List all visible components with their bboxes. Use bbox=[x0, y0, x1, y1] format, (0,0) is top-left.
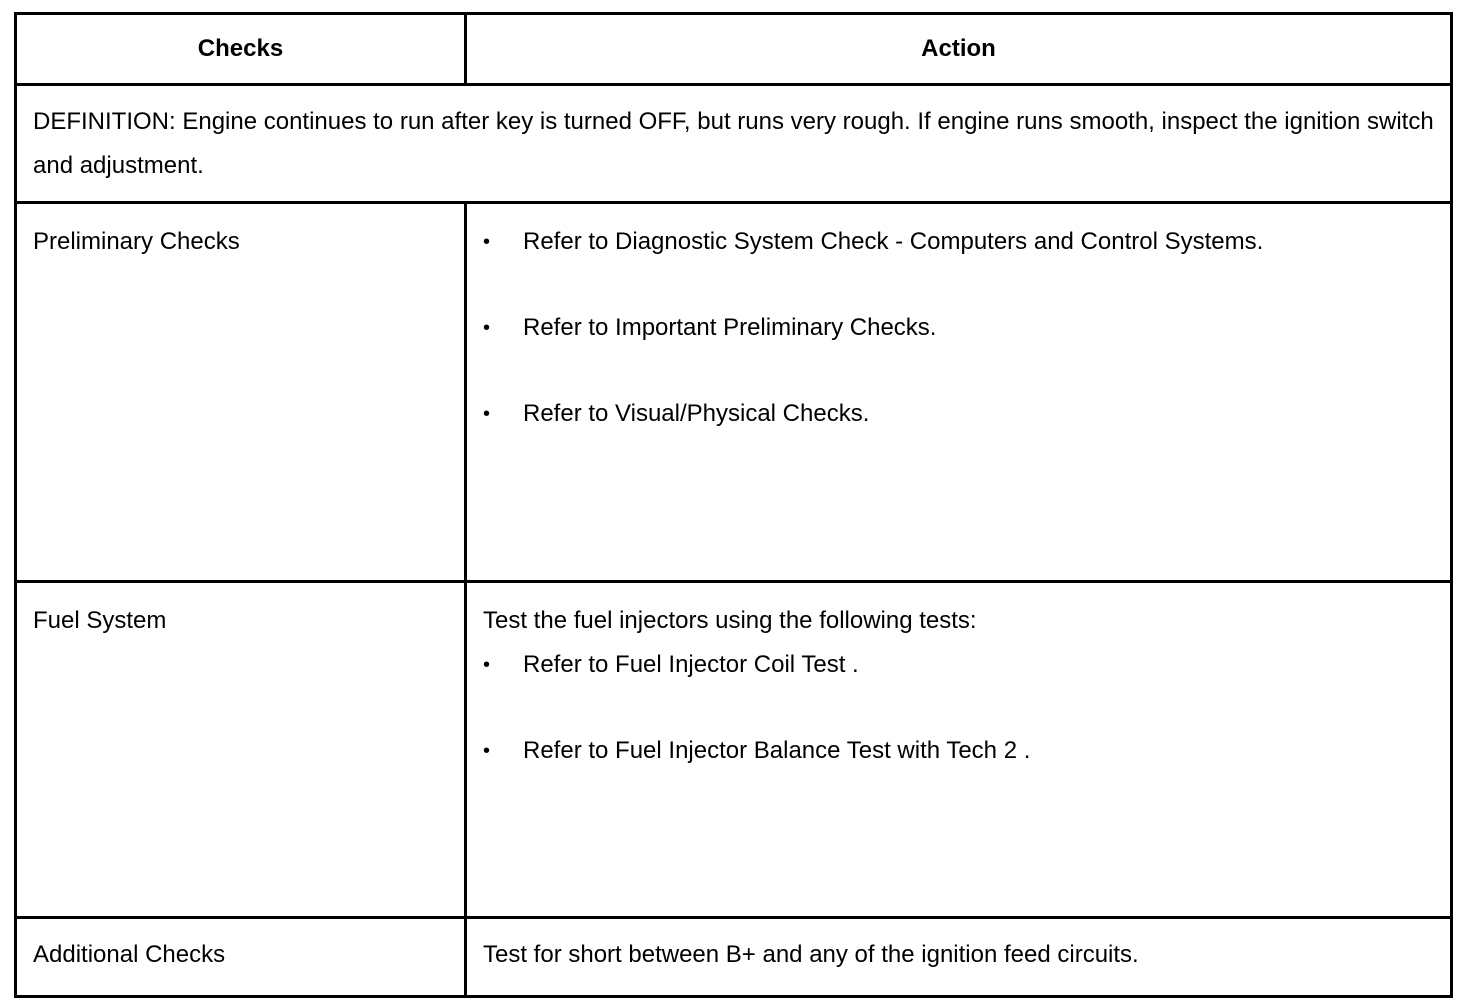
action-intro: Test the fuel injectors using the following tests: bbox=[483, 607, 977, 634]
bullet-icon: • bbox=[483, 403, 491, 425]
action-cell bbox=[466, 203, 1452, 582]
action-cell bbox=[466, 918, 1452, 997]
action-text: Test for short between B+ and any of the ignition feed circuits. bbox=[483, 941, 1139, 968]
definition-text: DEFINITION: Engine continues to run after key is turned OFF, but runs very rough. If engine runs smooth, inspect the ignition switch and adjustment. bbox=[16, 85, 1452, 203]
table-row bbox=[16, 203, 1452, 582]
table-row bbox=[16, 582, 1452, 918]
bullet-icon: • bbox=[483, 654, 491, 676]
list-item bbox=[483, 392, 1450, 436]
check-cell bbox=[16, 582, 466, 918]
check-label: Fuel System bbox=[33, 607, 167, 634]
action-list bbox=[467, 204, 1450, 436]
bullet-icon: • bbox=[483, 317, 491, 339]
list-item-text: Refer to Fuel Injector Coil Test . bbox=[523, 651, 859, 678]
check-cell bbox=[16, 203, 466, 582]
header-row bbox=[16, 14, 1452, 85]
list-item bbox=[483, 729, 1450, 773]
check-label: Additional Checks bbox=[33, 941, 226, 968]
table-row bbox=[16, 918, 1452, 997]
list-item-text: Refer to Diagnostic System Check - Computers and Control Systems. bbox=[523, 228, 1264, 255]
bullet-icon: • bbox=[483, 231, 491, 253]
checks-column-header: Checks bbox=[16, 14, 466, 85]
diagnostic-table bbox=[14, 12, 1453, 998]
check-label: Preliminary Checks bbox=[33, 228, 240, 255]
check-cell bbox=[16, 918, 466, 997]
action-cell bbox=[466, 582, 1452, 918]
list-item bbox=[483, 306, 1450, 350]
list-item-text: Refer to Important Preliminary Checks. bbox=[523, 314, 937, 341]
bullet-icon: • bbox=[483, 740, 491, 762]
list-item bbox=[483, 220, 1450, 264]
list-item-text: Refer to Visual/Physical Checks. bbox=[523, 400, 870, 427]
list-item bbox=[483, 643, 1450, 687]
definition-row bbox=[16, 85, 1452, 203]
action-list bbox=[467, 643, 1450, 773]
list-item-text: Refer to Fuel Injector Balance Test with Tech 2 . bbox=[523, 737, 1031, 764]
action-column-header: Action bbox=[466, 14, 1452, 85]
